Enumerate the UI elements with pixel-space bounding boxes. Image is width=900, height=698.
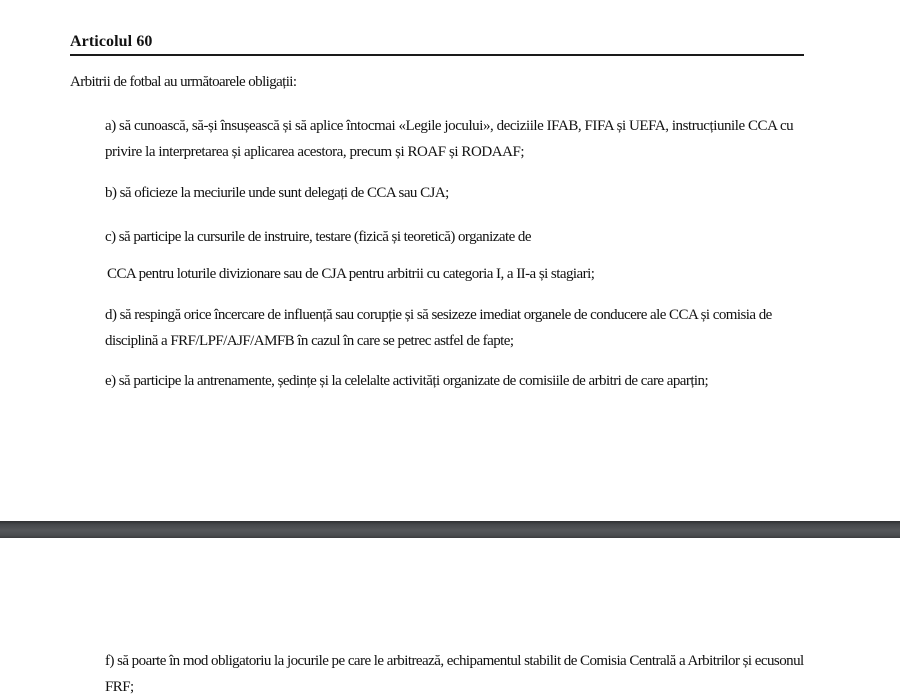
page-separator (0, 521, 900, 538)
heading-underline (70, 54, 804, 56)
obligation-item-a: a) să cunoască, să-și însușească și să aplice întocmai «Legile jocului», deciziile IFAB, FIFA și UEFA, instrucțiunile CCA cu privire la interpretarea și aplicarea acestora, precum și ROAF și RODAAF; (105, 118, 794, 160)
obligation-item-d: d) să respingă orice încercare de influență sau corupție și să sesizeze imediat organele de conducere ale CCA și comisia de disciplină a FRF/LPF/AJF/AMFB în cazul în care se petrec astfel de fapte; (105, 307, 772, 349)
obligation-item-f: f) să poarte în mod obligatoriu la jocurile pe care le arbitrează, echipamentul stabilit de Comisia Centrală a Arbitrilor și ecusonul FRF; (105, 653, 804, 695)
article-intro: Arbitrii de fotbal au următoarele obligații: (70, 74, 297, 90)
obligation-item-e: e) să participe la antrenamente, ședințe și la celelalte activități organizate de comisiile de arbitri de care aparțin; (105, 373, 709, 389)
obligation-item-b: b) să oficieze la meciurile unde sunt delegați de CCA sau CJA; (105, 185, 449, 201)
obligation-item-c: c) să participe la cursurile de instruire, testare (fizică și teoretică) organizate de (105, 229, 531, 245)
obligation-item-c-continuation: CCA pentru loturile divizionare sau de CJA pentru arbitrii cu categoria I, a II-a și stagiari; (107, 266, 595, 282)
article-heading: Articolul 60 (70, 33, 153, 50)
